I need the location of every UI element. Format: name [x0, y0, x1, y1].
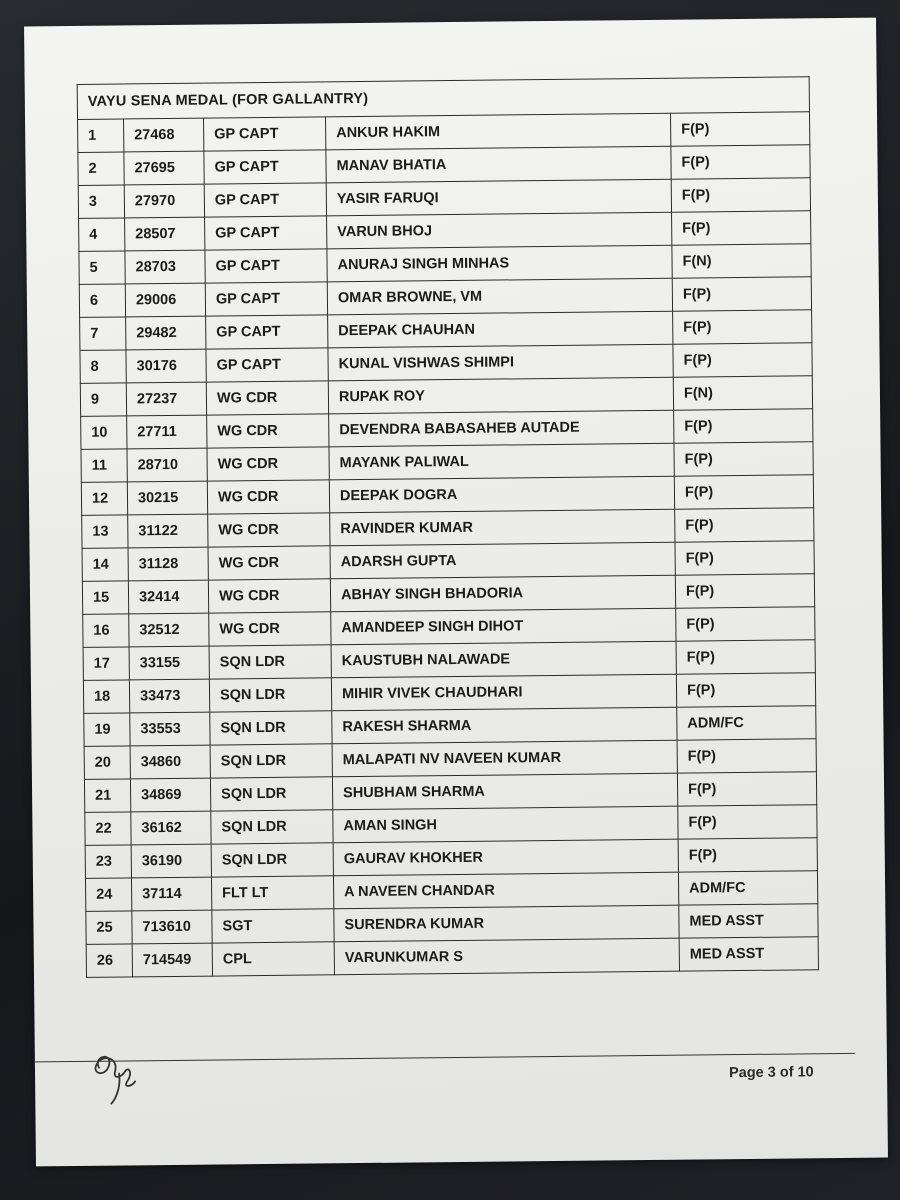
rank-cell: GP CAPT — [205, 216, 327, 250]
branch-cell: F(P) — [671, 178, 810, 212]
person-name-cell: AMAN SINGH — [333, 806, 678, 843]
rank-cell: SQN LDR — [209, 678, 331, 712]
serial-number-cell: 23 — [85, 845, 131, 878]
serial-number-cell: 14 — [82, 548, 128, 581]
service-number-cell: 31122 — [128, 514, 208, 548]
serial-number-cell: 9 — [80, 383, 126, 416]
rank-cell: GP CAPT — [206, 315, 328, 349]
rank-cell: GP CAPT — [206, 348, 328, 382]
person-name-cell: MIHIR VIVEK CHAUDHARI — [331, 674, 676, 711]
person-name-cell: DEEPAK CHAUHAN — [328, 311, 673, 348]
rank-cell: WG CDR — [208, 579, 330, 613]
serial-number-cell: 1 — [78, 119, 124, 152]
service-number-cell: 29482 — [126, 316, 206, 350]
medal-list-body — [77, 77, 818, 978]
serial-number-cell: 21 — [84, 779, 130, 812]
person-name-cell: DEEPAK DOGRA — [329, 476, 674, 513]
person-name-cell: VARUN BHOJ — [327, 212, 672, 249]
service-number-cell: 28507 — [125, 217, 205, 251]
service-number-cell: 28703 — [125, 250, 205, 284]
rank-cell: WG CDR — [207, 447, 329, 481]
serial-number-cell: 26 — [86, 944, 132, 977]
branch-cell: MED ASST — [679, 904, 818, 938]
person-name-cell: YASIR FARUQI — [326, 179, 671, 216]
serial-number-cell: 15 — [82, 581, 128, 614]
serial-number-cell: 6 — [79, 284, 125, 317]
serial-number-cell: 22 — [85, 812, 131, 845]
branch-cell: F(P) — [672, 277, 811, 311]
service-number-cell: 28710 — [127, 448, 207, 482]
person-name-cell: VARUNKUMAR S — [334, 938, 679, 975]
rank-cell: SQN LDR — [210, 777, 332, 811]
branch-cell: F(P) — [675, 574, 814, 608]
branch-cell: F(N) — [672, 244, 811, 278]
service-number-cell: 713610 — [132, 910, 212, 944]
document-page — [24, 18, 888, 1167]
service-number-cell: 34860 — [130, 745, 210, 779]
service-number-cell: 27711 — [127, 415, 207, 449]
service-number-cell: 27237 — [126, 382, 206, 416]
branch-cell: F(P) — [677, 739, 816, 773]
serial-number-cell: 2 — [78, 152, 124, 185]
footer-rule — [35, 1053, 855, 1063]
person-name-cell: SURENDRA KUMAR — [334, 905, 679, 942]
serial-number-cell: 10 — [81, 416, 127, 449]
person-name-cell: RUPAK ROY — [328, 377, 673, 414]
service-number-cell: 30176 — [126, 349, 206, 383]
rank-cell: WG CDR — [208, 513, 330, 547]
service-number-cell: 714549 — [132, 943, 212, 977]
serial-number-cell: 16 — [83, 614, 129, 647]
person-name-cell: RAKESH SHARMA — [332, 707, 677, 744]
branch-cell: F(P) — [671, 145, 810, 179]
branch-cell: F(P) — [674, 442, 813, 476]
medal-list-table — [77, 76, 819, 978]
serial-number-cell: 19 — [84, 713, 130, 746]
rank-cell: SQN LDR — [209, 645, 331, 679]
signature-mark — [85, 1027, 156, 1108]
branch-cell: F(P) — [676, 673, 815, 707]
serial-number-cell: 24 — [85, 878, 131, 911]
serial-number-cell: 18 — [83, 680, 129, 713]
branch-cell: MED ASST — [679, 937, 818, 971]
person-name-cell: MANAV BHATIA — [326, 146, 671, 183]
service-number-cell: 31128 — [128, 547, 208, 581]
branch-cell: F(P) — [676, 607, 815, 641]
serial-number-cell: 7 — [80, 317, 126, 350]
rank-cell: WG CDR — [206, 381, 328, 415]
serial-number-cell: 17 — [83, 647, 129, 680]
service-number-cell: 27695 — [124, 151, 204, 185]
table-row — [86, 937, 818, 978]
rank-cell: WG CDR — [207, 480, 329, 514]
branch-cell: F(P) — [670, 112, 809, 146]
branch-cell: F(P) — [675, 541, 814, 575]
branch-cell: F(P) — [674, 409, 813, 443]
rank-cell: FLT LT — [211, 876, 333, 910]
person-name-cell: A NAVEEN CHANDAR — [333, 872, 678, 909]
person-name-cell: ADARSH GUPTA — [330, 542, 675, 579]
branch-cell: F(N) — [673, 376, 812, 410]
branch-cell: ADM/FC — [678, 871, 817, 905]
person-name-cell: MAYANK PALIWAL — [329, 443, 674, 480]
person-name-cell: ANKUR HAKIM — [326, 113, 671, 150]
person-name-cell: GAURAV KHOKHER — [333, 839, 678, 876]
person-name-cell: SHUBHAM SHARMA — [332, 773, 677, 810]
serial-number-cell: 12 — [81, 482, 127, 515]
service-number-cell: 33553 — [130, 712, 210, 746]
service-number-cell: 32414 — [128, 580, 208, 614]
serial-number-cell: 8 — [80, 350, 126, 383]
rank-cell: SQN LDR — [211, 810, 333, 844]
branch-cell: ADM/FC — [677, 706, 816, 740]
person-name-cell: KAUSTUBH NALAWADE — [331, 641, 676, 678]
rank-cell: GP CAPT — [204, 117, 326, 151]
rank-cell: WG CDR — [209, 612, 331, 646]
branch-cell: F(P) — [675, 508, 814, 542]
service-number-cell: 36190 — [131, 844, 211, 878]
service-number-cell: 32512 — [129, 613, 209, 647]
serial-number-cell: 4 — [79, 218, 125, 251]
service-number-cell: 34869 — [130, 778, 210, 812]
person-name-cell: KUNAL VISHWAS SHIMPI — [328, 344, 673, 381]
service-number-cell: 27468 — [124, 118, 204, 152]
rank-cell: SQN LDR — [211, 843, 333, 877]
person-name-cell: DEVENDRA BABASAHEB AUTADE — [329, 410, 674, 447]
rank-cell: SGT — [212, 909, 334, 943]
service-number-cell: 27970 — [124, 184, 204, 218]
medal-title: VAYU SENA MEDAL (FOR GALLANTRY) — [77, 77, 809, 120]
rank-cell: GP CAPT — [205, 282, 327, 316]
service-number-cell: 33473 — [129, 679, 209, 713]
branch-cell: F(P) — [672, 211, 811, 245]
branch-cell: F(P) — [676, 640, 815, 674]
page-number: Page 3 of 10 — [728, 1064, 814, 1082]
rank-cell: CPL — [212, 942, 334, 976]
rank-cell: SQN LDR — [210, 744, 332, 778]
branch-cell: F(P) — [673, 343, 812, 377]
serial-number-cell: 25 — [86, 911, 132, 944]
rank-cell: WG CDR — [207, 414, 329, 448]
service-number-cell: 37114 — [131, 877, 211, 911]
branch-cell: F(P) — [673, 310, 812, 344]
rank-cell: GP CAPT — [205, 249, 327, 283]
person-name-cell: MALAPATI NV NAVEEN KUMAR — [332, 740, 677, 777]
serial-number-cell: 5 — [79, 251, 125, 284]
rank-cell: GP CAPT — [204, 183, 326, 217]
serial-number-cell: 11 — [81, 449, 127, 482]
service-number-cell: 30215 — [127, 481, 207, 515]
service-number-cell: 36162 — [131, 811, 211, 845]
branch-cell: F(P) — [678, 838, 817, 872]
branch-cell: F(P) — [677, 772, 816, 806]
rank-cell: SQN LDR — [210, 711, 332, 745]
rank-cell: WG CDR — [208, 546, 330, 580]
person-name-cell: OMAR BROWNE, VM — [327, 278, 672, 315]
service-number-cell: 29006 — [125, 283, 205, 317]
serial-number-cell: 3 — [78, 185, 124, 218]
service-number-cell: 33155 — [129, 646, 209, 680]
person-name-cell: RAVINDER KUMAR — [330, 509, 675, 546]
branch-cell: F(P) — [678, 805, 817, 839]
serial-number-cell: 20 — [84, 746, 130, 779]
branch-cell: F(P) — [674, 475, 813, 509]
person-name-cell: ABHAY SINGH BHADORIA — [330, 575, 675, 612]
person-name-cell: AMANDEEP SINGH DIHOT — [331, 608, 676, 645]
rank-cell: GP CAPT — [204, 150, 326, 184]
serial-number-cell: 13 — [82, 515, 128, 548]
person-name-cell: ANURAJ SINGH MINHAS — [327, 245, 672, 282]
